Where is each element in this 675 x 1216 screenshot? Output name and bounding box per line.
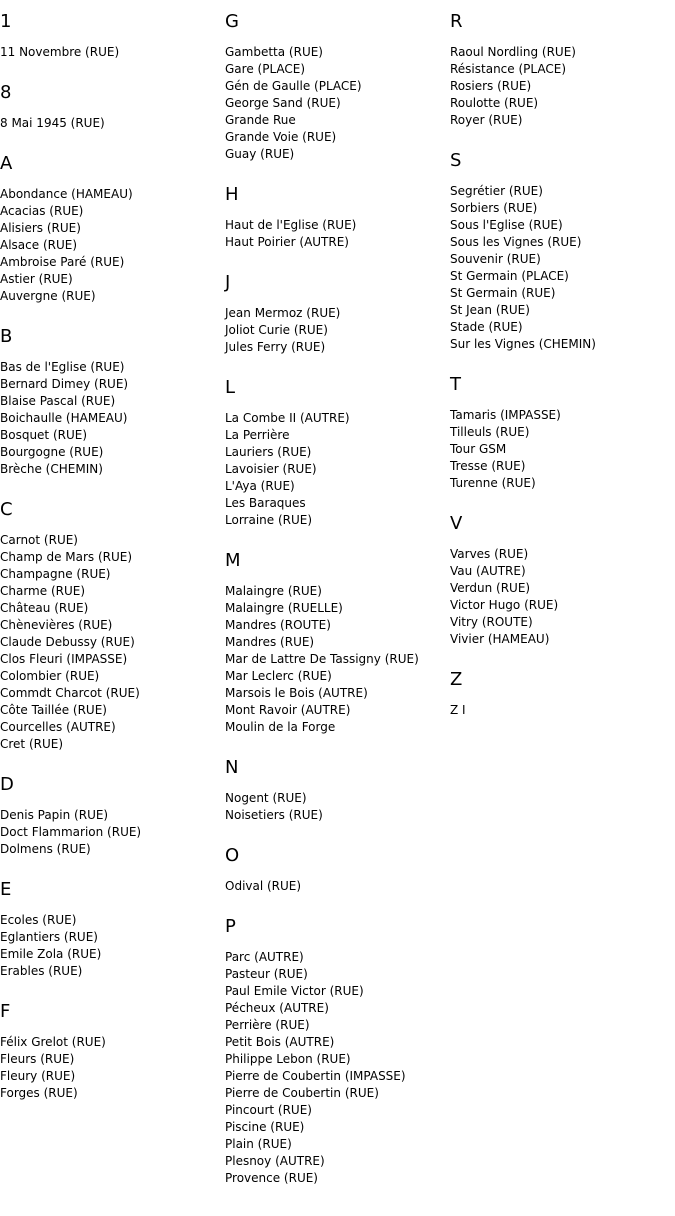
street-list-item: Ecoles (RUE) <box>0 913 77 927</box>
street-list-item: L'Aya (RUE) <box>225 479 295 493</box>
section-letter-heading: D <box>0 774 14 795</box>
street-list-item: Sous les Vignes (RUE) <box>450 235 582 249</box>
street-list-item: Verdun (RUE) <box>450 581 531 595</box>
street-list-item: Grande Rue <box>225 113 296 127</box>
street-list-item: Royer (RUE) <box>450 113 523 127</box>
street-list-item: Boichaulle (HAMEAU) <box>0 411 128 425</box>
street-list-item: Alisiers (RUE) <box>0 221 81 235</box>
street-list-item: Paul Emile Victor (RUE) <box>225 984 364 998</box>
street-list-item: Erables (RUE) <box>0 964 83 978</box>
street-list-item: Marsois le Bois (AUTRE) <box>225 686 368 700</box>
street-list-item: Bourgogne (RUE) <box>0 445 104 459</box>
street-list <box>450 546 670 648</box>
street-list-item: Mar de Lattre De Tassigny (RUE) <box>225 652 419 666</box>
letter-section <box>225 376 445 529</box>
letter-section <box>0 81 220 132</box>
street-list <box>450 44 670 129</box>
street-list <box>0 532 220 753</box>
street-list-item: Plesnoy (AUTRE) <box>225 1154 325 1168</box>
street-list-item: Fleurs (RUE) <box>0 1052 75 1066</box>
street-list-item: Moulin de la Forge <box>225 720 336 734</box>
street-list-item: Forges (RUE) <box>0 1086 78 1100</box>
section-letter-heading: G <box>225 11 239 32</box>
street-list-item: Commdt Charcot (RUE) <box>0 686 140 700</box>
section-letter-heading: S <box>450 150 462 171</box>
street-list-item: Denis Papin (RUE) <box>0 808 109 822</box>
letter-section <box>225 183 445 251</box>
street-list-item: St Jean (RUE) <box>450 303 530 317</box>
street-list <box>450 702 670 719</box>
letter-section <box>225 271 445 356</box>
street-list-item: Lauriers (RUE) <box>225 445 312 459</box>
section-letter-heading: E <box>0 879 12 900</box>
street-list <box>225 790 445 824</box>
street-list-item: Château (RUE) <box>0 601 89 615</box>
street-list-item: Mont Ravoir (AUTRE) <box>225 703 351 717</box>
street-list-item: George Sand (RUE) <box>225 96 341 110</box>
street-list-item: Eglantiers (RUE) <box>0 930 98 944</box>
street-list <box>225 410 445 529</box>
street-list-item: Cret (RUE) <box>0 737 64 751</box>
letter-section <box>225 549 445 736</box>
street-list-item: Piscine (RUE) <box>225 1120 305 1134</box>
street-list-item: Côte Taillée (RUE) <box>0 703 107 717</box>
street-list <box>450 407 670 492</box>
street-list-item: Malaingre (RUE) <box>225 584 322 598</box>
letter-section <box>450 10 670 129</box>
letter-section <box>225 915 445 1187</box>
street-list-item: Philippe Lebon (RUE) <box>225 1052 351 1066</box>
street-list-item: Champ de Mars (RUE) <box>0 550 133 564</box>
street-list-item: Victor Hugo (RUE) <box>450 598 559 612</box>
street-list-item: Gambetta (RUE) <box>225 45 323 59</box>
street-list-item: Turenne (RUE) <box>450 476 536 490</box>
street-list-item: Sorbiers (RUE) <box>450 201 538 215</box>
street-list-item: Ambroise Paré (RUE) <box>0 255 125 269</box>
section-letter-heading: R <box>450 11 463 32</box>
letter-section <box>0 10 220 61</box>
street-list-item: Segrétier (RUE) <box>450 184 543 198</box>
street-list-item: Auvergne (RUE) <box>0 289 96 303</box>
index-column-2 <box>225 10 445 1207</box>
index-column-3 <box>450 10 670 739</box>
section-letter-heading: O <box>225 845 240 866</box>
letter-section <box>0 1000 220 1102</box>
street-list <box>0 44 220 61</box>
street-list-item: Pécheux (AUTRE) <box>225 1001 329 1015</box>
street-list-item: St Germain (PLACE) <box>450 269 569 283</box>
street-list-item: La Perrière <box>225 428 290 442</box>
letter-section <box>0 773 220 858</box>
street-list-item: Les Baraques <box>225 496 306 510</box>
street-list-item: Raoul Nordling (RUE) <box>450 45 576 59</box>
street-list-item: Bas de l'Eglise (RUE) <box>0 360 125 374</box>
street-list-item: Pierre de Coubertin (IMPASSE) <box>225 1069 406 1083</box>
street-list-item: Gén de Gaulle (PLACE) <box>225 79 362 93</box>
section-letter-heading: J <box>225 272 231 293</box>
street-list-item: Rosiers (RUE) <box>450 79 532 93</box>
street-list-item: 11 Novembre (RUE) <box>0 45 120 59</box>
street-list-item: Guay (RUE) <box>225 147 295 161</box>
street-list-item: Emile Zola (RUE) <box>0 947 102 961</box>
street-list-item: Colombier (RUE) <box>0 669 100 683</box>
street-list <box>225 878 445 895</box>
street-list <box>225 217 445 251</box>
street-list-item: Jean Mermoz (RUE) <box>225 306 341 320</box>
street-list-item: Lorraine (RUE) <box>225 513 313 527</box>
street-list-item: Félix Grelot (RUE) <box>0 1035 106 1049</box>
section-letter-heading: V <box>450 513 463 534</box>
street-list <box>225 949 445 1187</box>
street-list-item: Abondance (HAMEAU) <box>0 187 133 201</box>
street-list-item: Tilleuls (RUE) <box>450 425 530 439</box>
street-list-item: Acacias (RUE) <box>0 204 84 218</box>
street-list-item: Carnot (RUE) <box>0 533 78 547</box>
letter-section <box>225 10 445 163</box>
letter-section <box>0 152 220 305</box>
section-letter-heading: M <box>225 550 241 571</box>
street-list-item: Petit Bois (AUTRE) <box>225 1035 335 1049</box>
letter-section <box>225 756 445 824</box>
street-list-item: Parc (AUTRE) <box>225 950 304 964</box>
street-list-item: Sur les Vignes (CHEMIN) <box>450 337 596 351</box>
street-list-item: Roulotte (RUE) <box>450 96 539 110</box>
street-list-item: Odival (RUE) <box>225 879 302 893</box>
street-list-item: La Combe II (AUTRE) <box>225 411 350 425</box>
section-letter-heading: H <box>225 184 239 205</box>
street-list <box>450 183 670 353</box>
section-letter-heading: 8 <box>0 82 12 103</box>
street-list-item: Haut de l'Eglise (RUE) <box>225 218 357 232</box>
street-list-item: Résistance (PLACE) <box>450 62 566 76</box>
street-list-item: Joliot Curie (RUE) <box>225 323 328 337</box>
letter-section <box>0 498 220 753</box>
street-list-item: Courcelles (AUTRE) <box>0 720 116 734</box>
street-list-item: Mandres (RUE) <box>225 635 315 649</box>
street-list-item: Perrière (RUE) <box>225 1018 310 1032</box>
section-letter-heading: T <box>450 374 461 395</box>
street-list-item: Pincourt (RUE) <box>225 1103 312 1117</box>
street-list <box>0 186 220 305</box>
street-list-item: Vivier (HAMEAU) <box>450 632 550 646</box>
street-list <box>225 583 445 736</box>
street-list-item: Pasteur (RUE) <box>225 967 308 981</box>
street-list-item: Charme (RUE) <box>0 584 86 598</box>
street-list-item: Brèche (CHEMIN) <box>0 462 103 476</box>
street-list-item: Jules Ferry (RUE) <box>225 340 326 354</box>
section-letter-heading: A <box>0 153 13 174</box>
street-list-item: Gare (PLACE) <box>225 62 306 76</box>
street-list <box>0 115 220 132</box>
street-list <box>0 807 220 858</box>
street-list <box>0 912 220 980</box>
street-list-item: Souvenir (RUE) <box>450 252 541 266</box>
street-list-item: Haut Poirier (AUTRE) <box>225 235 349 249</box>
street-list-item: Plain (RUE) <box>225 1137 292 1151</box>
street-list-item: Fleury (RUE) <box>0 1069 76 1083</box>
section-letter-heading: Z <box>450 669 463 690</box>
letter-section <box>450 149 670 353</box>
street-list <box>225 44 445 163</box>
street-list-item: Grande Voie (RUE) <box>225 130 337 144</box>
street-list-item: Clos Fleuri (IMPASSE) <box>0 652 128 666</box>
street-list-item: Chènevières (RUE) <box>0 618 113 632</box>
section-letter-heading: P <box>225 916 236 937</box>
street-list-item: Tresse (RUE) <box>450 459 526 473</box>
section-letter-heading: L <box>225 377 236 398</box>
letter-section <box>0 325 220 478</box>
street-list-item: Z I <box>450 703 466 717</box>
street-list-item: Alsace (RUE) <box>0 238 78 252</box>
street-list-item: Doct Flammarion (RUE) <box>0 825 142 839</box>
street-list-item: Nogent (RUE) <box>225 791 307 805</box>
street-list-item: Pierre de Coubertin (RUE) <box>225 1086 379 1100</box>
letter-section <box>225 844 445 895</box>
section-letter-heading: C <box>0 499 13 520</box>
street-list-item: Dolmens (RUE) <box>0 842 91 856</box>
street-list-item: Champagne (RUE) <box>0 567 111 581</box>
letter-section <box>0 878 220 980</box>
street-list-item: Vau (AUTRE) <box>450 564 526 578</box>
street-list-item: St Germain (RUE) <box>450 286 556 300</box>
street-list <box>0 359 220 478</box>
street-list-item: Vitry (ROUTE) <box>450 615 533 629</box>
street-list-item: Stade (RUE) <box>450 320 523 334</box>
street-list-item: Blaise Pascal (RUE) <box>0 394 116 408</box>
street-list-item: Mar Leclerc (RUE) <box>225 669 332 683</box>
street-list <box>225 305 445 356</box>
letter-section <box>450 373 670 492</box>
section-letter-heading: N <box>225 757 239 778</box>
street-list-item: Claude Debussy (RUE) <box>0 635 135 649</box>
street-list-item: Provence (RUE) <box>225 1171 318 1185</box>
index-column-1 <box>0 10 220 1122</box>
street-list-item: Sous l'Eglise (RUE) <box>450 218 563 232</box>
street-list-item: Varves (RUE) <box>450 547 529 561</box>
street-list-item: Bosquet (RUE) <box>0 428 88 442</box>
section-letter-heading: B <box>0 326 13 347</box>
street-list-item: Astier (RUE) <box>0 272 73 286</box>
street-list-item: Noisetiers (RUE) <box>225 808 323 822</box>
letter-section <box>450 668 670 719</box>
letter-section <box>450 512 670 648</box>
street-list-item: Mandres (ROUTE) <box>225 618 331 632</box>
section-letter-heading: 1 <box>0 11 12 32</box>
street-list-item: Malaingre (RUELLE) <box>225 601 343 615</box>
street-list-item: Tamaris (IMPASSE) <box>450 408 561 422</box>
street-list-item: 8 Mai 1945 (RUE) <box>0 116 105 130</box>
section-letter-heading: F <box>0 1001 11 1022</box>
street-list-item: Tour GSM <box>450 442 507 456</box>
street-list <box>0 1034 220 1102</box>
street-list-item: Bernard Dimey (RUE) <box>0 377 129 391</box>
street-list-item: Lavoisier (RUE) <box>225 462 317 476</box>
